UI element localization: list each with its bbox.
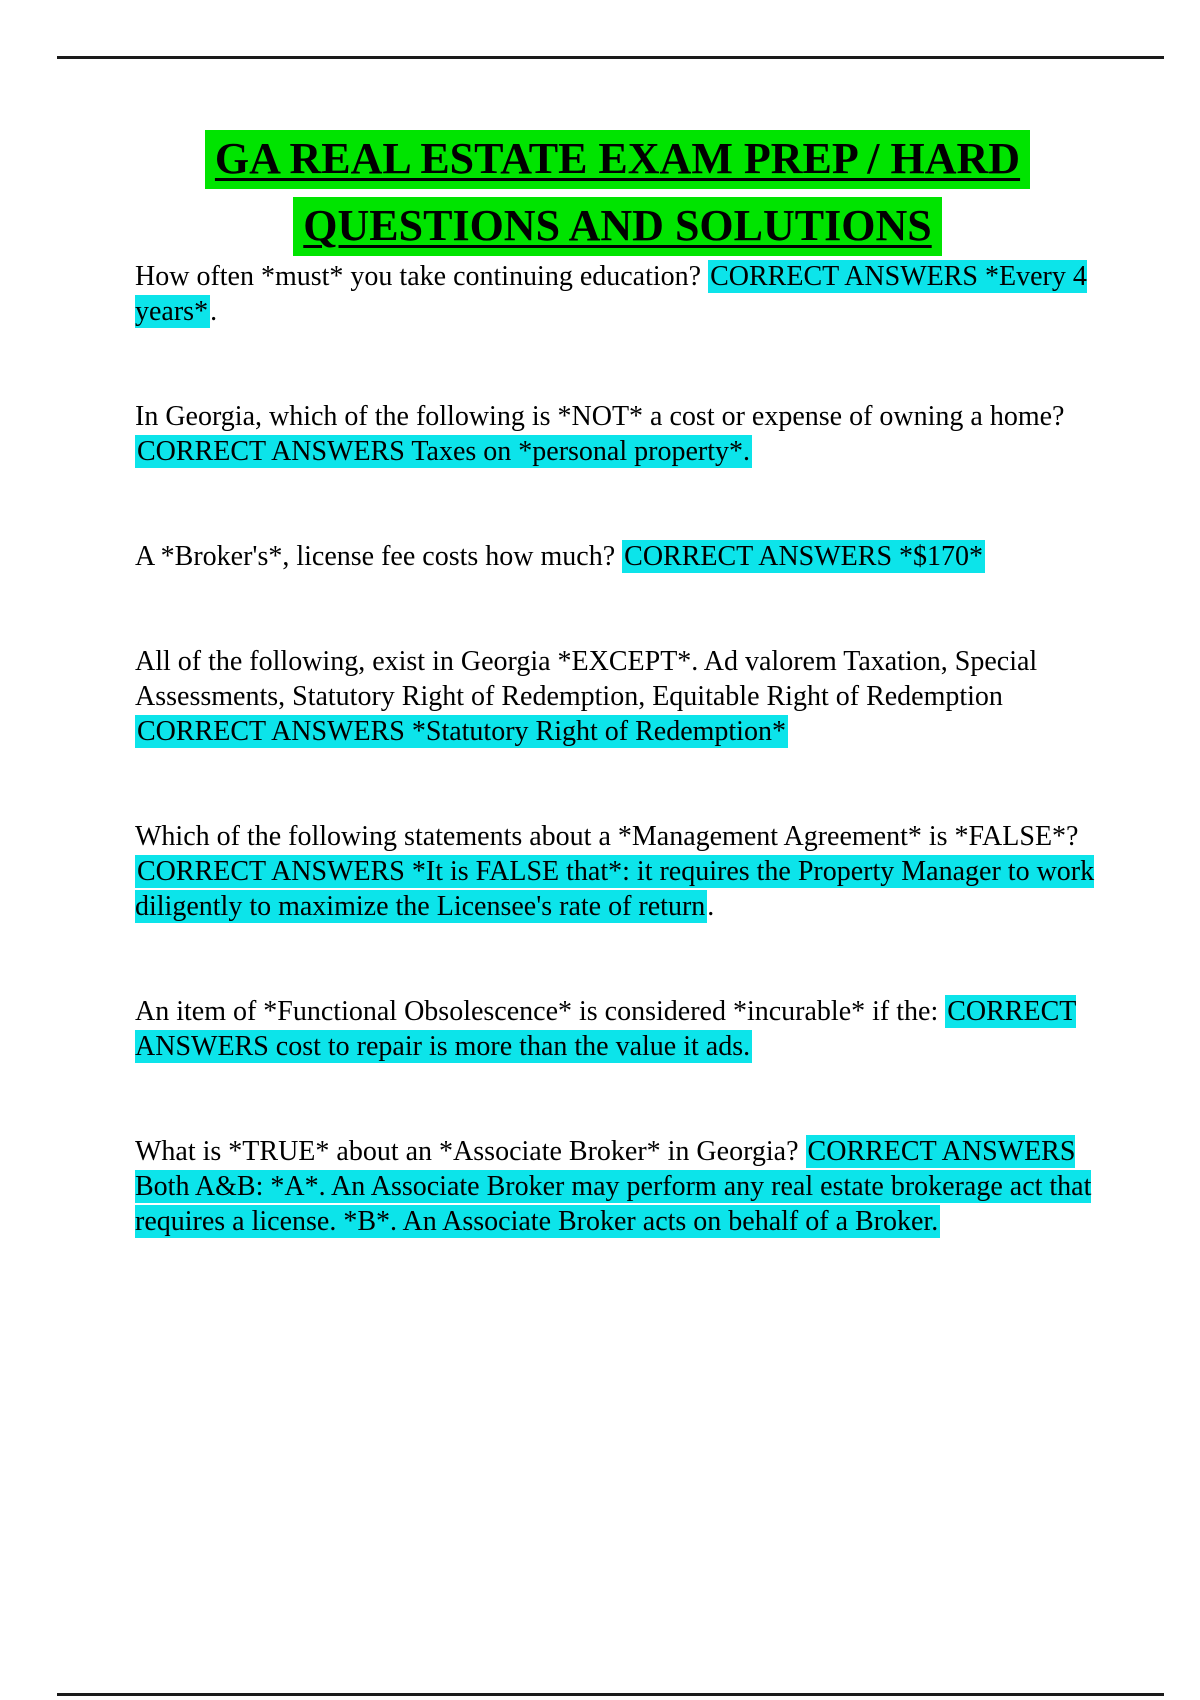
question-text: In Georgia, which of the following is *NOT* a cost or expense of owning a home? — [135, 401, 1065, 432]
top-divider — [57, 56, 1164, 59]
question-text: How often *must* you take continuing education? — [135, 261, 709, 292]
qa-paragraph — [135, 259, 1097, 329]
question-text: An item of *Functional Obsolescence* is considered *incurable* if the: — [135, 996, 946, 1027]
title-line-1 — [135, 130, 1100, 196]
answer-highlight: CORRECT ANSWERS *$170* — [624, 541, 984, 572]
question-text: A *Broker's*, license fee costs how much? — [135, 541, 623, 572]
title-line-2 — [135, 197, 1100, 263]
bottom-divider — [57, 1693, 1164, 1696]
qa-list — [135, 259, 1097, 1309]
answer-highlight: CORRECT ANSWERS *Every 4 years* — [135, 261, 1087, 327]
qa-paragraph — [135, 399, 1097, 469]
question-text: All of the following, exist in Georgia *EXCEPT*. Ad valorem Taxation, Special Assessments, Statutory Right of Redemption, Equitable Right of Redemption — [135, 646, 1038, 712]
answer-highlight: CORRECT ANSWERS Both A&B: *A*. An Associate Broker may perform any real estate brokerage act that requires a license. *B*. An Associate Broker acts on behalf of a Broker. — [135, 1136, 1092, 1237]
qa-paragraph — [135, 1134, 1097, 1239]
qa-paragraph — [135, 819, 1097, 924]
qa-paragraph — [135, 539, 1097, 574]
question-text: Which of the following statements about a *Management Agreement* is *FALSE*? — [135, 821, 1079, 852]
title-highlight-text: QUESTIONS AND SOLUTIONS — [293, 197, 941, 256]
answer-highlight: CORRECT ANSWERS *It is FALSE that*: it requires the Property Manager to work diligently to maximize the Licensee's rate of return — [135, 856, 1095, 922]
title-highlight-text: GA REAL ESTATE EXAM PREP / HARD — [205, 130, 1030, 189]
qa-paragraph — [135, 644, 1097, 749]
document-title — [135, 130, 1100, 264]
question-text: What is *TRUE* about an *Associate Broker* in Georgia? — [135, 1136, 806, 1167]
answer-highlight: CORRECT ANSWERS *Statutory Right of Redemption* — [137, 716, 786, 747]
qa-paragraph — [135, 994, 1097, 1064]
answer-highlight: CORRECT ANSWERS Taxes on *personal property*. — [137, 436, 750, 467]
answer-highlight: CORRECT ANSWERS cost to repair is more than the value it ads. — [135, 996, 1077, 1062]
question-text: . — [210, 296, 218, 327]
question-text: . — [707, 891, 715, 922]
